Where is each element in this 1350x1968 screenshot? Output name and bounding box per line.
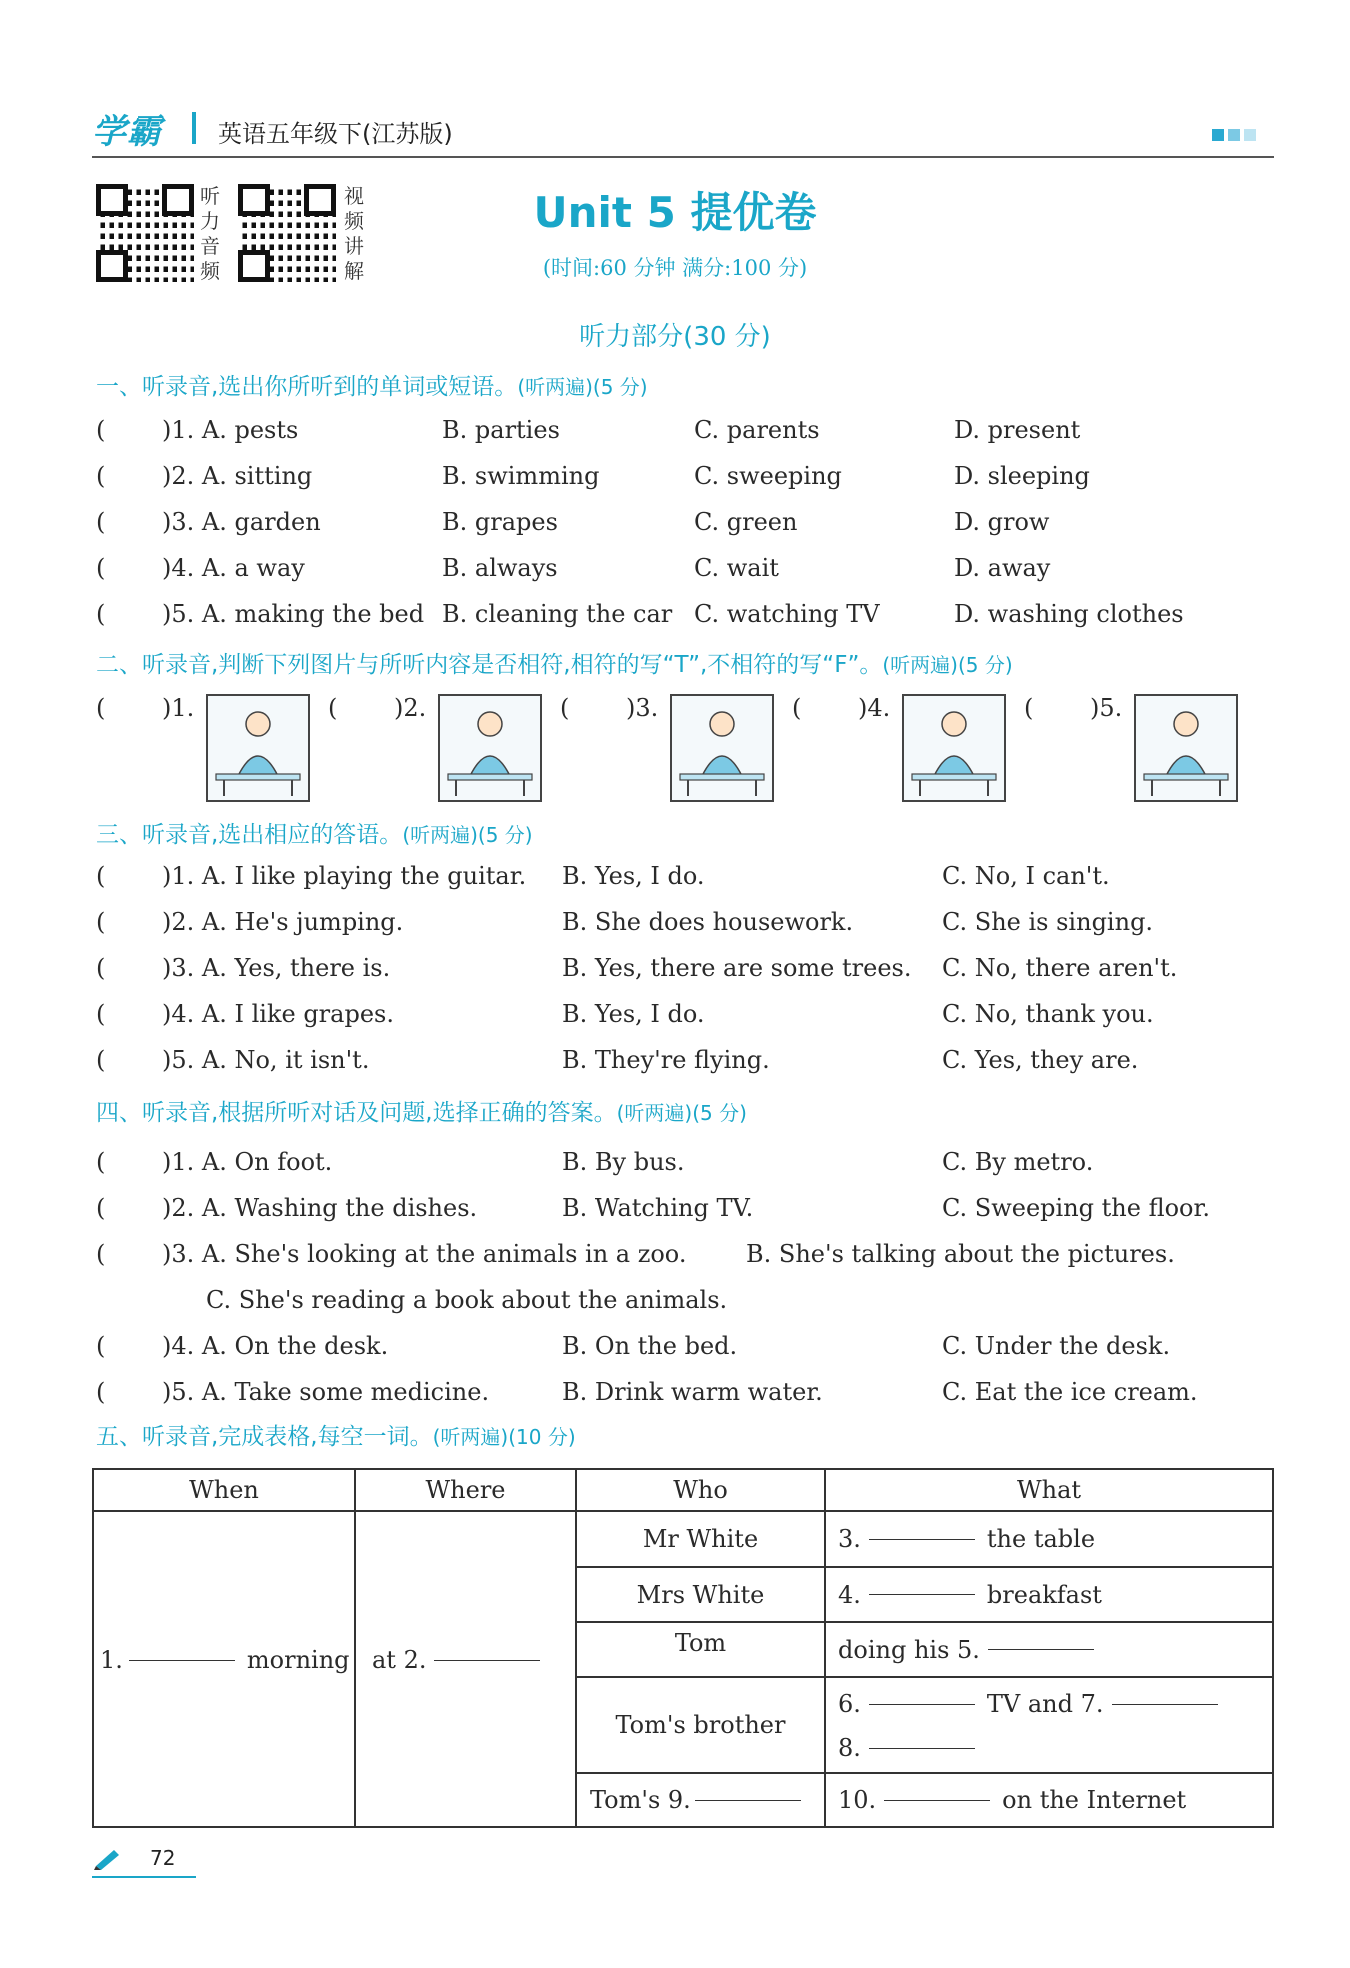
blank-4[interactable] <box>869 1594 975 1595</box>
who-mrs-white: Mrs White <box>636 1580 765 1609</box>
option-a: )5. A. No, it isn't. <box>162 1046 370 1074</box>
answer-paren[interactable]: ( <box>1024 694 1034 722</box>
picture-number: )1. <box>162 694 195 722</box>
what-row-4a: 6. TV and 7. <box>838 1684 1268 1724</box>
option-c: C. No, I can't. <box>942 862 1110 890</box>
girl-ironing-picture <box>206 694 310 802</box>
option-b: B. grapes <box>442 508 558 536</box>
option-d: D. away <box>954 554 1051 582</box>
worksheet-page: 学霸 英语五年级下(江苏版) 听力音频 视频讲解 Unit 5 提优卷 (时间:60 分钟 满分:100 分) 听力部分(30 分) 一、听录音,选出你所听到的单词或短语。(听两遍)(5 分) ( )1. A. pests B. parties C. parents D. present ( )2. A. sitting B. swimming C. sweeping D. sleeping ( )3. A. garden B. grapes C. green D. grow ( )4. A. a way B. always C. wait D. away ( )5. A. making the bed B. cleaning the car C. watching TV D. washing clothes 二、听录音,判断下列图片与所听内容是否相符,相符的写“T”,不相符的写“F”。(听两遍)(5 分) ( )1. ( )2. ( )3. ( )4. ( )5. 三、听录音,选出相应的答语。(听两遍)(5 分) ( )1. A. I like playing the guitar. B. Yes, I do. C. No, I can't. ( )2. A. He's jumping. B. She does housework. C. She is singing. ( )3. A. Yes, there is. B. Yes, there are some trees. C. No, there aren't. ( )4. A. I like grapes. B. Yes, I do. C. No, thank you. ( )5. A. No, it isn't. B. They're flying. C. Yes, they are. 四、听录音,根据所听对话及问题,选择正确的答案。(听两遍)(5 分) ( )1. A. On foot. B. By bus. C. By metro. ( )2. A. Washing the dishes. B. Watching TV. C. Sweeping the floor. ( )3. A. She's looking at the animals in a zoo. B. She's talking about the pictures. C. She's reading a book about the animals. ( )4. A. On the desk. B. On the bed. C. Under the desk. ( )5. A. Take some medicine. B. Drink warm water. C. Eat the ice cream. 五、听录音,完成表格,每空一词。(听两遍)(10 分) When Where Who What 1. morning at 2. Mr White 3. the table Mrs White 4. breakfast Tom doing his 5. Tom's brother 6. TV and 7. 8. Tom's 9. 10. on the Internet 72 <box>0 0 1350 1968</box>
option-c: C. Yes, they are. <box>942 1046 1139 1074</box>
option-a: )1. A. pests <box>162 416 299 444</box>
answer-paren[interactable]: ( <box>560 694 570 722</box>
page-number: 72 <box>150 1846 176 1870</box>
blank-10[interactable] <box>884 1800 990 1801</box>
option-c: C. No, thank you. <box>942 1000 1154 1028</box>
option-b: B. They're flying. <box>562 1046 770 1074</box>
option-a: )5. A. making the bed <box>162 600 425 628</box>
woman-cleaning-table-picture <box>902 694 1006 802</box>
option-b: B. swimming <box>442 462 600 490</box>
who-toms-blank: Tom's 9. <box>590 1774 824 1826</box>
option-a: )3. A. Yes, there is. <box>162 954 391 982</box>
brand-logo: 学霸 <box>92 112 162 152</box>
who-tom: Tom <box>674 1629 727 1657</box>
option-d: D. grow <box>954 508 1050 536</box>
blank-7[interactable] <box>1112 1704 1218 1705</box>
blank-1[interactable] <box>129 1660 235 1661</box>
option-a: )1. A. I like playing the guitar. <box>162 862 527 890</box>
option-b: B. cleaning the car <box>442 600 673 628</box>
logo-divider <box>192 112 196 144</box>
option-a: )2. A. He's jumping. <box>162 908 404 936</box>
section-5-heading: 五、听录音,完成表格,每空一词。(听两遍)(10 分) <box>96 1424 576 1450</box>
blank-5[interactable] <box>988 1649 1094 1650</box>
option-c: C. green <box>694 508 798 536</box>
what-row-2: 4. breakfast <box>838 1580 1102 1609</box>
header-what: What <box>1016 1476 1082 1504</box>
picture-number: )5. <box>1090 694 1123 722</box>
option-b: B. Yes, I do. <box>562 1000 705 1028</box>
option-b: B. She does housework. <box>562 908 854 936</box>
header-who: Who <box>673 1476 728 1504</box>
option-c: C. parents <box>694 416 820 444</box>
option-c: C. No, there aren't. <box>942 954 1178 982</box>
option-b: B. Yes, I do. <box>562 862 705 890</box>
option-b: B. parties <box>442 416 560 444</box>
option-d: D. present <box>954 416 1081 444</box>
option-a: )4. A. a way <box>162 554 305 582</box>
option-d: D. washing clothes <box>954 600 1184 628</box>
header-where: Where <box>425 1476 506 1504</box>
what-row-5: 10. on the Internet <box>838 1786 1187 1814</box>
option-a: )4. A. I like grapes. <box>162 1000 394 1028</box>
option-b: B. Yes, there are some trees. <box>562 954 912 982</box>
qr-video-label: 视频讲解 <box>344 184 364 283</box>
book-title: 英语五年级下(江苏版) <box>218 120 453 148</box>
option-a: )2. A. sitting <box>162 462 313 490</box>
pencil-icon <box>92 1848 122 1870</box>
option-a: )3. A. garden <box>162 508 321 536</box>
option-d: D. sleeping <box>954 462 1090 490</box>
girl-cleaning-window-picture <box>670 694 774 802</box>
what-row-1: 3. the table <box>838 1525 1096 1553</box>
footer-line <box>92 1876 196 1878</box>
option-c: C. She is singing. <box>942 908 1154 936</box>
time-score-info: (时间:60 分钟 满分:100 分) <box>542 256 808 280</box>
blank-8[interactable] <box>869 1748 975 1749</box>
where-cell: at 2. <box>372 1640 572 1680</box>
answer-paren[interactable]: ( <box>96 694 106 722</box>
option-b: B. always <box>442 554 558 582</box>
section-2-heading: 二、听录音,判断下列图片与所听内容是否相符,相符的写“T”,不相符的写“F”。(听两遍)(5 分) <box>96 652 1013 678</box>
who-toms-brother: Tom's brother <box>615 1711 786 1739</box>
answer-paren[interactable]: ( <box>792 694 802 722</box>
picture-number: )3. <box>626 694 659 722</box>
header-decoration <box>1208 126 1256 145</box>
qr-audio-label: 听力音频 <box>200 184 220 283</box>
picture-number: )4. <box>858 694 891 722</box>
answer-table <box>92 1468 1274 1828</box>
blank-9[interactable] <box>695 1800 801 1801</box>
blank-3[interactable] <box>869 1539 975 1540</box>
boy-writing-picture <box>438 694 542 802</box>
when-cell: 1. morning <box>100 1646 350 1674</box>
part-title: 听力部分(30 分) <box>579 322 771 352</box>
page-header <box>92 100 1274 158</box>
who-mr-white: Mr White <box>642 1525 759 1553</box>
answer-paren[interactable]: ( <box>328 694 338 722</box>
header-when: When <box>189 1476 259 1504</box>
option-c: C. sweeping <box>694 462 842 490</box>
option-c: C. wait <box>694 554 779 582</box>
page-title: Unit 5 提优卷 <box>533 188 817 237</box>
what-row-4b: 8. <box>838 1728 1268 1768</box>
section-4-heading: 四、听录音,根据所听对话及问题,选择正确的答案。(听两遍)(5 分) <box>96 1100 747 1126</box>
what-row-3: doing his 5. <box>838 1623 1268 1676</box>
family-picture <box>1134 694 1238 802</box>
blank-2[interactable] <box>434 1660 540 1661</box>
section-1-heading: 一、听录音,选出你所听到的单词或短语。(听两遍)(5 分) <box>96 374 648 400</box>
picture-number: )2. <box>394 694 427 722</box>
blank-6[interactable] <box>869 1704 975 1705</box>
option-c: C. watching TV <box>694 600 880 628</box>
section-3-heading: 三、听录音,选出相应的答语。(听两遍)(5 分) <box>96 822 533 848</box>
